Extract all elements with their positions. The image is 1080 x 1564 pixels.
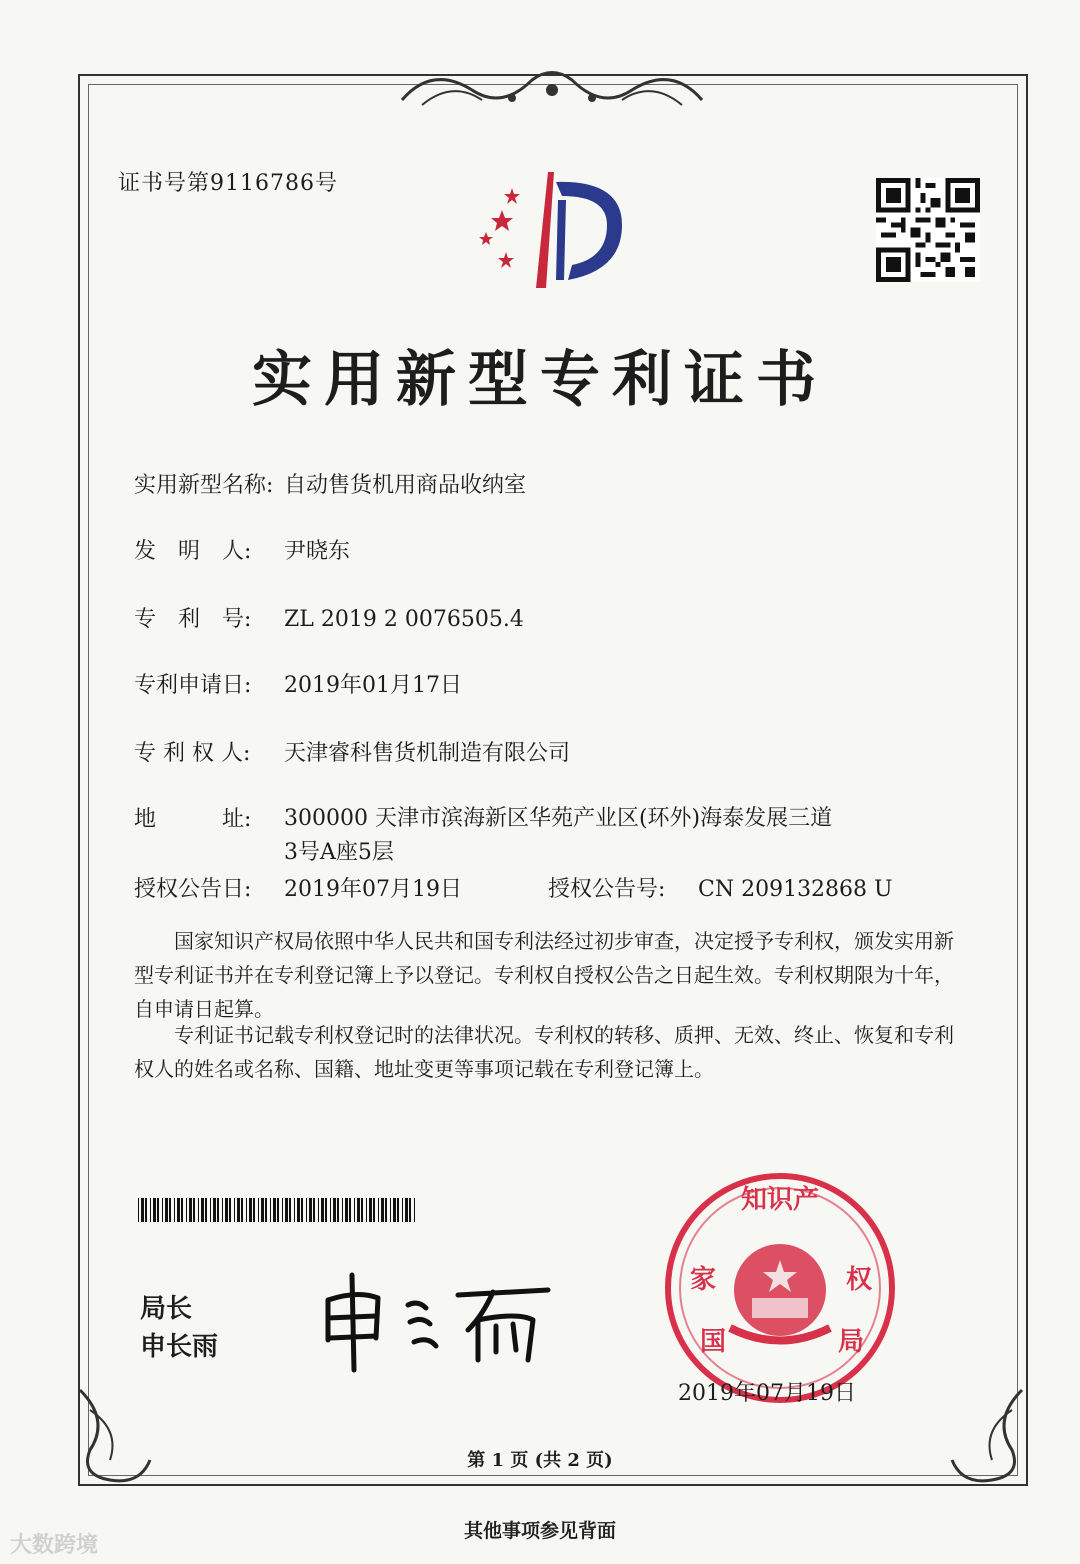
svg-text:国: 国 bbox=[700, 1327, 727, 1357]
director-title: 局长 bbox=[140, 1294, 193, 1324]
field-utility-name bbox=[134, 468, 526, 499]
seal-date: 2019年07月19日 bbox=[678, 1381, 856, 1406]
field-value: 300000 天津市滨海新区华苑产业区(环外)海泰发展三道3号A座5层 bbox=[284, 806, 833, 865]
field-label: 授权公告号: bbox=[548, 877, 666, 902]
cnipa-logo-icon bbox=[472, 170, 642, 290]
certificate-title: 实用新型专利证书 bbox=[252, 345, 828, 415]
field-patent-number bbox=[134, 602, 524, 633]
field-patentee bbox=[134, 736, 570, 767]
field-label: 专利申请日: bbox=[134, 673, 252, 698]
field-value: 自动售货机用商品收纳室 bbox=[284, 473, 527, 498]
svg-text:知识产: 知识产 bbox=[740, 1185, 820, 1215]
body-paragraph: 专利证书记载专利权登记时的法律状况。专利权的转移、质押、无效、终止、恢复和专利权人的姓名或名称、国籍、地址变更等事项记载在专利登记簿上。 bbox=[134, 1023, 954, 1081]
field-value: ZL 2019 2 0076505.4 bbox=[284, 607, 524, 632]
field-value: CN 209132868 U bbox=[698, 877, 893, 902]
field-grant-number bbox=[548, 872, 893, 903]
field-value: 2019年07月19日 bbox=[284, 877, 462, 902]
field-label: 专 利 号: bbox=[134, 607, 252, 632]
body-paragraph: 国家知识产权局依照中华人民共和国专利法经过初步审查，决定授予专利权，颁发实用新型专利证书并在专利登记簿上予以登记。专利权自授权公告之日起生效。专利权期限为十年，自申请日起算。 bbox=[134, 929, 954, 1021]
footer-note: 其他事项参见背面 bbox=[463, 1520, 616, 1542]
qr-code-icon bbox=[876, 178, 980, 282]
field-grant-date bbox=[134, 872, 462, 903]
field-label: 发 明 人: bbox=[134, 539, 252, 564]
field-label: 地 址: bbox=[134, 807, 252, 832]
field-label: 实用新型名称: bbox=[134, 473, 274, 498]
corner-ornament-icon bbox=[912, 1380, 1032, 1490]
official-seal-image bbox=[660, 1168, 900, 1408]
director-name: 申长雨 bbox=[140, 1332, 219, 1362]
field-label: 专 利 权 人: bbox=[134, 741, 251, 766]
page-number: 第 1 页 (共 2 页) bbox=[467, 1450, 613, 1471]
field-value: 2019年01月17日 bbox=[284, 673, 462, 698]
svg-text:局: 局 bbox=[838, 1327, 865, 1357]
svg-text:家: 家 bbox=[690, 1265, 717, 1295]
top-ornament-icon bbox=[392, 60, 712, 120]
watermark: 大数跨境 bbox=[10, 1533, 99, 1558]
svg-text:权: 权 bbox=[846, 1265, 873, 1295]
signature-image bbox=[318, 1260, 558, 1380]
barcode-icon bbox=[138, 1198, 418, 1222]
field-value: 天津睿科售货机制造有限公司 bbox=[284, 741, 571, 766]
corner-ornament-icon bbox=[70, 1380, 190, 1490]
field-address bbox=[134, 802, 844, 870]
field-filing-date bbox=[134, 668, 462, 699]
field-value: 尹晓东 bbox=[284, 539, 351, 564]
field-inventor bbox=[134, 534, 350, 565]
certificate-number: 证书号第9116786号 bbox=[118, 171, 338, 196]
field-label: 授权公告日: bbox=[134, 877, 252, 902]
